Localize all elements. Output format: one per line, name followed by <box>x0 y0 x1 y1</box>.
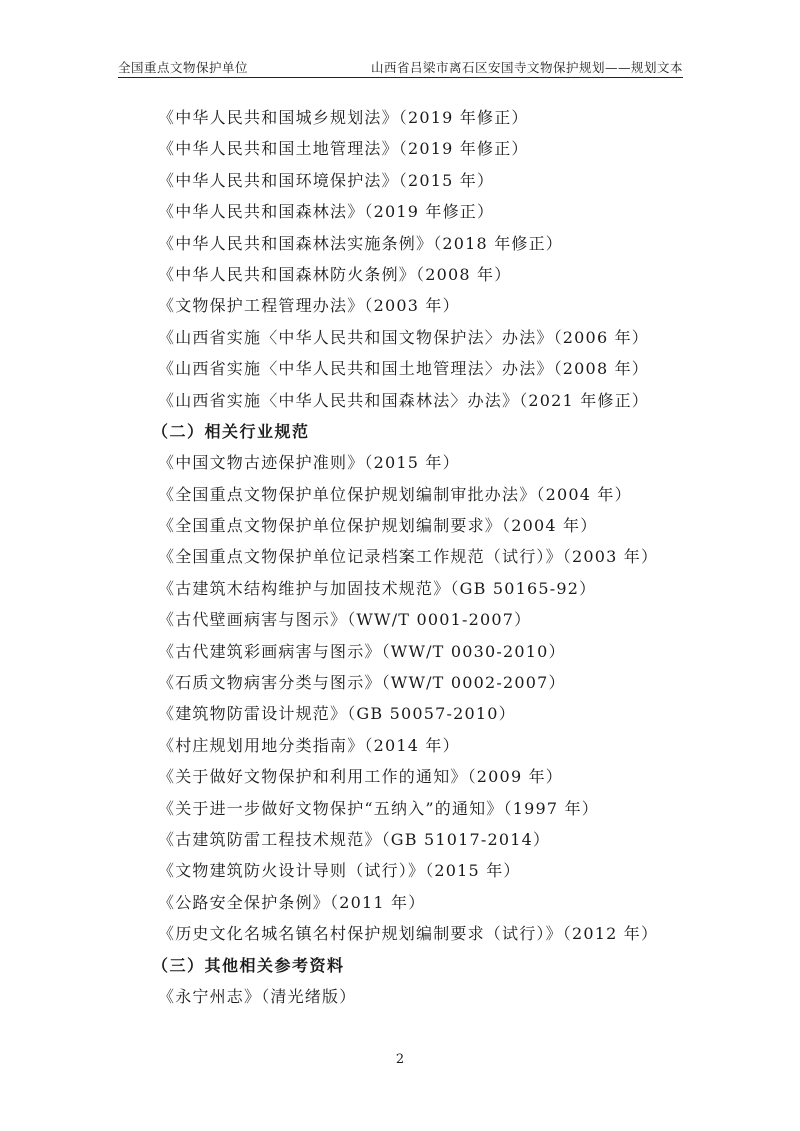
header-right-text: 山西省吕梁市离石区安国寺文物保护规划——规划文本 <box>370 60 683 75</box>
reference-item: 《古代壁画病害与图示》（WW/T 0001-2007） <box>158 610 532 630</box>
reference-item: 《文物保护工程管理办法》（2003 年） <box>158 296 460 316</box>
reference-item: 《公路安全保护条例》（2011 年） <box>158 892 426 912</box>
reference-item: 《关于进一步做好文物保护“五纳入”的通知》（1997 年） <box>158 798 599 818</box>
reference-item: 《中华人民共和国城乡规划法》（2019 年修正） <box>158 108 529 127</box>
section-heading: （三）其他相关参考资料 <box>152 955 345 975</box>
reference-item: 《建筑物防雷设计规范》（GB 50057-2010） <box>158 704 516 724</box>
header-left-text: 全国重点文物保护单位 <box>118 60 249 75</box>
reference-item: 《古代建筑彩画病害与图示》（WW/T 0030-2010） <box>158 641 566 661</box>
page-header <box>118 55 683 78</box>
reference-item: 《中华人民共和国森林防火条例》（2008 年） <box>158 264 512 284</box>
reference-item: 《中华人民共和国环境保护法》（2015 年） <box>158 170 495 190</box>
reference-list <box>152 102 678 1012</box>
reference-item: 《中华人民共和国森林法实施条例》（2018 年修正） <box>158 233 564 253</box>
reference-item: 《村庄规划用地分类指南》（2014 年） <box>158 735 460 755</box>
reference-item: 《古建筑木结构维护与加固技术规范》（GB 50165-92） <box>158 578 597 598</box>
reference-item: 《关于做好文物保护和利用工作的通知》（2009 年） <box>158 767 564 787</box>
reference-item: 《山西省实施〈中华人民共和国土地管理法〉办法》（2008 年） <box>158 359 650 379</box>
reference-item: 《全国重点文物保护单位保护规划编制要求》（2004 年） <box>158 516 598 536</box>
section-heading: （二）相关行业规范 <box>152 421 310 441</box>
reference-item: 《全国重点文物保护单位保护规划编制审批办法》（2004 年） <box>158 484 632 504</box>
reference-item: 《石质文物病害分类与图示》（WW/T 0002-2007） <box>158 673 566 693</box>
reference-item: 《历史文化名城名镇名村保护规划编制要求（试行）》（2012 年） <box>158 924 659 944</box>
reference-item: 《山西省实施〈中华人民共和国文物保护法〉办法》（2006 年） <box>158 327 650 347</box>
reference-item: 《文物建筑防火设计导则（试行）》（2015 年） <box>158 861 521 881</box>
reference-item: 《中国文物古迹保护准则》（2015 年） <box>158 453 460 473</box>
reference-item: 《山西省实施〈中华人民共和国森林法〉办法》（2021 年修正） <box>158 390 650 410</box>
page-number: 2 <box>395 1052 405 1067</box>
reference-item: 《中华人民共和国森林法》（2019 年修正） <box>158 202 495 222</box>
reference-item: 《永宁州志》（清光绪版） <box>158 986 357 1006</box>
reference-item: 《中华人民共和国土地管理法》（2019 年修正） <box>158 139 529 159</box>
reference-item: 《全国重点文物保护单位记录档案工作规范（试行）》（2003 年） <box>158 547 659 567</box>
reference-item: 《古建筑防雷工程技术规范》（GB 51017-2014） <box>158 829 551 849</box>
